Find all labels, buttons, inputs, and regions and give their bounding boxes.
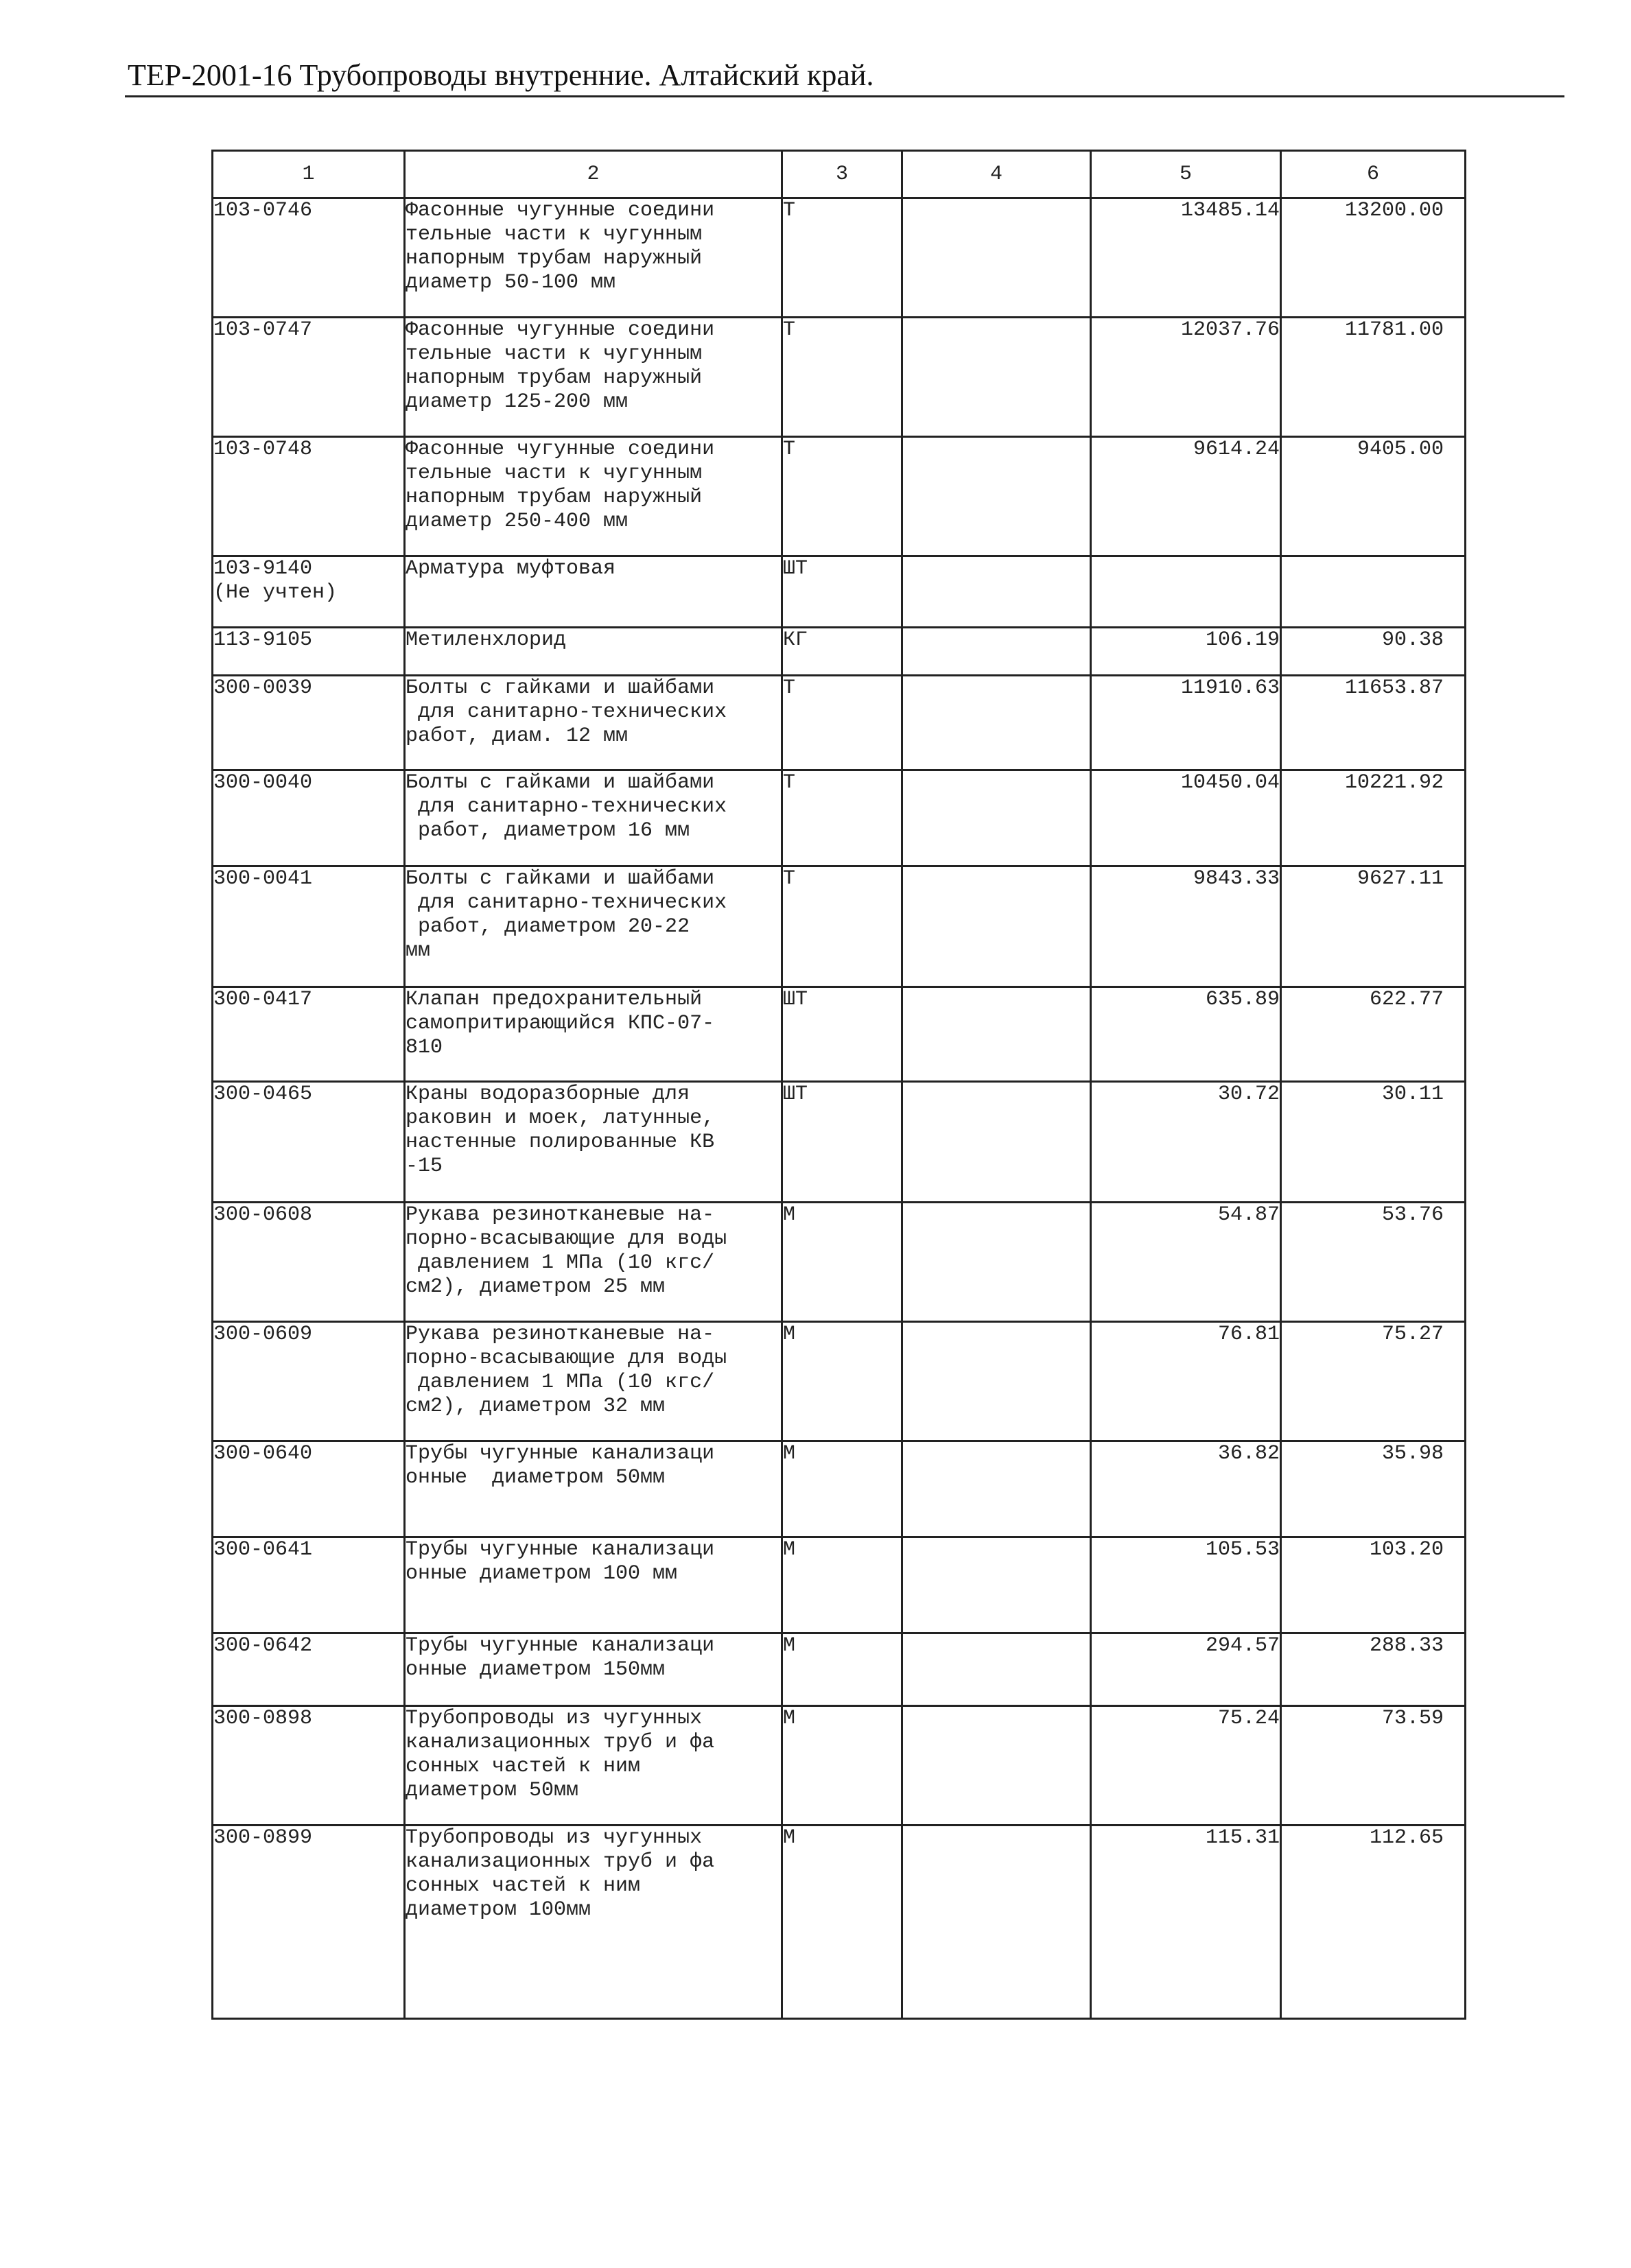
cell-price-5: 30.72 xyxy=(1091,1082,1281,1203)
table-row xyxy=(213,770,1466,866)
cell-price-6: 112.65 xyxy=(1281,1826,1466,2019)
cell-col4 xyxy=(902,1082,1091,1203)
cell-code xyxy=(213,1322,405,1441)
cell-price-5: 105.53 xyxy=(1091,1537,1281,1633)
column-header: 2 xyxy=(405,151,782,198)
table-row xyxy=(213,1706,1466,1826)
cell-name xyxy=(405,770,782,866)
table-row xyxy=(213,1322,1466,1441)
cell-unit: ШТ xyxy=(782,556,902,628)
cell-unit: Т xyxy=(782,318,902,437)
cell-name xyxy=(405,437,782,556)
cell-unit: М xyxy=(782,1706,902,1826)
table-header-row xyxy=(213,151,1466,198)
name-line: тельные части к чугунным xyxy=(406,462,703,485)
cell-name xyxy=(405,1633,782,1706)
table-row xyxy=(213,198,1466,318)
code-line: 103-9140 xyxy=(213,557,313,580)
cell-code xyxy=(213,198,405,318)
cell-code xyxy=(213,437,405,556)
name-line: Болты с гайками и шайбами xyxy=(406,676,715,700)
column-header: 6 xyxy=(1281,151,1466,198)
cell-col4 xyxy=(902,318,1091,437)
code-line: 300-0609 xyxy=(213,1323,313,1346)
cell-code xyxy=(213,1082,405,1203)
code-line: 300-0898 xyxy=(213,1707,313,1730)
cell-price-5: 635.89 xyxy=(1091,987,1281,1082)
cell-code xyxy=(213,318,405,437)
cell-price-6: 73.59 xyxy=(1281,1706,1466,1826)
name-line: для санитарно-технических xyxy=(406,891,727,914)
cell-unit: М xyxy=(782,1826,902,2019)
code-line: 300-0899 xyxy=(213,1826,313,1850)
cell-price-6: 103.20 xyxy=(1281,1537,1466,1633)
cell-price-6: 11653.87 xyxy=(1281,676,1466,770)
cell-price-6 xyxy=(1281,556,1466,628)
cell-col4 xyxy=(902,1537,1091,1633)
name-line: тельные части к чугунным xyxy=(406,342,703,366)
cell-name xyxy=(405,676,782,770)
code-line: 103-0747 xyxy=(213,318,313,342)
page-header-title: ТЕР-2001-16 Трубопроводы внутренние. Алтайский край. xyxy=(128,58,874,92)
cell-unit: Т xyxy=(782,866,902,987)
column-header: 4 xyxy=(902,151,1091,198)
cell-price-5: 10450.04 xyxy=(1091,770,1281,866)
cell-price-5: 36.82 xyxy=(1091,1441,1281,1537)
code-line: 300-0417 xyxy=(213,988,313,1011)
code-line: (Не учтен) xyxy=(213,581,338,604)
name-line: Фасонные чугунные соедини xyxy=(406,438,715,461)
code-line: 113-9105 xyxy=(213,628,313,652)
cell-unit: М xyxy=(782,1322,902,1441)
name-line: диаметр 50-100 мм xyxy=(406,271,616,294)
name-line: для санитарно-технических xyxy=(406,700,727,724)
cell-code xyxy=(213,1203,405,1322)
cell-code xyxy=(213,628,405,676)
name-line: Трубопроводы из чугунных xyxy=(406,1707,703,1730)
cell-unit: Т xyxy=(782,770,902,866)
cell-price-6: 75.27 xyxy=(1281,1322,1466,1441)
cell-price-6: 622.77 xyxy=(1281,987,1466,1082)
name-line: канализационных труб и фа xyxy=(406,1850,715,1874)
code-line: 300-0608 xyxy=(213,1203,313,1227)
cell-col4 xyxy=(902,556,1091,628)
name-line: порно-всасывающие для воды xyxy=(406,1347,727,1370)
name-line: мм xyxy=(406,939,431,962)
cell-col4 xyxy=(902,866,1091,987)
name-line: сонных частей к ним xyxy=(406,1755,641,1778)
table-row xyxy=(213,1826,1466,2019)
name-line: раковин и моек, латунные, xyxy=(406,1107,715,1130)
cell-code xyxy=(213,1441,405,1537)
name-line: Болты с гайками и шайбами xyxy=(406,771,715,794)
cell-price-6: 11781.00 xyxy=(1281,318,1466,437)
name-line: Клапан предохранительный xyxy=(406,988,703,1011)
cell-price-6: 9627.11 xyxy=(1281,866,1466,987)
cell-unit: Т xyxy=(782,198,902,318)
code-line: 300-0040 xyxy=(213,771,313,794)
name-line: Рукава резинотканевые на- xyxy=(406,1323,715,1346)
table-row xyxy=(213,1441,1466,1537)
column-header: 5 xyxy=(1091,151,1281,198)
name-line: Трубы чугунные канализаци xyxy=(406,1634,715,1657)
name-line: сонных частей к ним xyxy=(406,1874,641,1898)
name-line: напорным трубам наружный xyxy=(406,486,703,509)
cell-price-5: 294.57 xyxy=(1091,1633,1281,1706)
cell-code xyxy=(213,1826,405,2019)
cell-price-5: 12037.76 xyxy=(1091,318,1281,437)
cell-unit: М xyxy=(782,1633,902,1706)
name-line: Трубопроводы из чугунных xyxy=(406,1826,703,1850)
cell-col4 xyxy=(902,437,1091,556)
cell-code xyxy=(213,1633,405,1706)
name-line: -15 xyxy=(406,1155,443,1178)
cell-price-5: 115.31 xyxy=(1091,1826,1281,2019)
name-line: работ, диаметром 16 мм xyxy=(406,819,690,842)
name-line: давлением 1 МПа (10 кгс/ xyxy=(406,1251,715,1275)
cell-price-6: 53.76 xyxy=(1281,1203,1466,1322)
cell-name xyxy=(405,1322,782,1441)
cell-col4 xyxy=(902,1633,1091,1706)
name-line: для санитарно-технических xyxy=(406,795,727,818)
cell-name xyxy=(405,628,782,676)
cell-name xyxy=(405,1826,782,2019)
name-line: см2), диаметром 25 мм xyxy=(406,1275,666,1299)
cell-col4 xyxy=(902,987,1091,1082)
cell-name xyxy=(405,1441,782,1537)
cell-col4 xyxy=(902,1322,1091,1441)
cell-name xyxy=(405,866,782,987)
cell-price-6: 9405.00 xyxy=(1281,437,1466,556)
name-line: онные диаметром 150мм xyxy=(406,1658,666,1681)
name-line: давлением 1 МПа (10 кгс/ xyxy=(406,1371,715,1394)
table-row xyxy=(213,676,1466,770)
name-line: порно-всасывающие для воды xyxy=(406,1227,727,1251)
code-line: 300-0642 xyxy=(213,1634,313,1657)
table-row xyxy=(213,1203,1466,1322)
table-body xyxy=(213,198,1466,2019)
code-line: 103-0748 xyxy=(213,438,313,461)
cell-col4 xyxy=(902,770,1091,866)
name-line: Метиленхлорид xyxy=(406,628,567,652)
cell-unit: ШТ xyxy=(782,1082,902,1203)
code-line: 300-0641 xyxy=(213,1538,313,1561)
cell-name xyxy=(405,556,782,628)
cell-name xyxy=(405,1082,782,1203)
table-row xyxy=(213,987,1466,1082)
name-line: Рукава резинотканевые на- xyxy=(406,1203,715,1227)
name-line: онные диаметром 100 мм xyxy=(406,1562,678,1585)
code-line: 300-0039 xyxy=(213,676,313,700)
name-line: см2), диаметром 32 мм xyxy=(406,1395,666,1418)
price-table xyxy=(211,150,1466,2020)
cell-price-5: 76.81 xyxy=(1091,1322,1281,1441)
cell-price-5: 13485.14 xyxy=(1091,198,1281,318)
name-line: самопритирающийся КПС-07- xyxy=(406,1012,715,1035)
cell-price-5: 106.19 xyxy=(1091,628,1281,676)
cell-unit: Т xyxy=(782,676,902,770)
cell-name xyxy=(405,1203,782,1322)
cell-price-6: 35.98 xyxy=(1281,1441,1466,1537)
cell-code xyxy=(213,676,405,770)
cell-col4 xyxy=(902,1826,1091,2019)
name-line: 810 xyxy=(406,1036,443,1059)
name-line: диаметр 250-400 мм xyxy=(406,510,629,533)
cell-price-6: 30.11 xyxy=(1281,1082,1466,1203)
name-line: диаметром 100мм xyxy=(406,1898,591,1922)
cell-price-5: 54.87 xyxy=(1091,1203,1281,1322)
cell-unit: М xyxy=(782,1441,902,1537)
cell-col4 xyxy=(902,1441,1091,1537)
name-line: онные диаметром 50мм xyxy=(406,1466,666,1489)
cell-price-6: 10221.92 xyxy=(1281,770,1466,866)
name-line: Арматура муфтовая xyxy=(406,557,616,580)
name-line: настенные полированные КВ xyxy=(406,1131,715,1154)
cell-code xyxy=(213,866,405,987)
cell-code xyxy=(213,770,405,866)
name-line: Трубы чугунные канализаци xyxy=(406,1442,715,1465)
name-line: Болты с гайками и шайбами xyxy=(406,867,715,890)
cell-col4 xyxy=(902,1706,1091,1826)
table-row xyxy=(213,1537,1466,1633)
name-line: напорным трубам наружный xyxy=(406,247,703,270)
cell-col4 xyxy=(902,198,1091,318)
table-row xyxy=(213,866,1466,987)
cell-col4 xyxy=(902,676,1091,770)
header-rule xyxy=(125,95,1564,97)
column-header: 1 xyxy=(213,151,405,198)
cell-col4 xyxy=(902,628,1091,676)
table-row xyxy=(213,628,1466,676)
table-row xyxy=(213,556,1466,628)
cell-price-5 xyxy=(1091,556,1281,628)
name-line: канализационных труб и фа xyxy=(406,1731,715,1754)
name-line: Фасонные чугунные соедини xyxy=(406,199,715,222)
cell-price-5: 9843.33 xyxy=(1091,866,1281,987)
name-line: Трубы чугунные канализаци xyxy=(406,1538,715,1561)
table-row xyxy=(213,318,1466,437)
cell-price-6: 90.38 xyxy=(1281,628,1466,676)
code-line: 300-0041 xyxy=(213,867,313,890)
cell-col4 xyxy=(902,1203,1091,1322)
name-line: диаметром 50мм xyxy=(406,1779,579,1802)
cell-code xyxy=(213,987,405,1082)
name-line: диаметр 125-200 мм xyxy=(406,390,629,414)
table-row xyxy=(213,1633,1466,1706)
cell-name xyxy=(405,1537,782,1633)
cell-unit: ШТ xyxy=(782,987,902,1082)
cell-code xyxy=(213,1706,405,1826)
name-line: тельные части к чугунным xyxy=(406,223,703,246)
cell-price-5: 11910.63 xyxy=(1091,676,1281,770)
cell-code xyxy=(213,1537,405,1633)
cell-price-5: 9614.24 xyxy=(1091,437,1281,556)
cell-unit: М xyxy=(782,1537,902,1633)
code-line: 300-0465 xyxy=(213,1083,313,1106)
cell-name xyxy=(405,987,782,1082)
table-row xyxy=(213,437,1466,556)
cell-price-6: 288.33 xyxy=(1281,1633,1466,1706)
cell-price-5: 75.24 xyxy=(1091,1706,1281,1826)
cell-unit: М xyxy=(782,1203,902,1322)
cell-name xyxy=(405,1706,782,1826)
name-line: Краны водоразборные для xyxy=(406,1083,690,1106)
name-line: напорным трубам наружный xyxy=(406,366,703,390)
name-line: Фасонные чугунные соедини xyxy=(406,318,715,342)
cell-name xyxy=(405,318,782,437)
name-line: работ, диаметром 20-22 xyxy=(406,915,690,938)
name-line: работ, диам. 12 мм xyxy=(406,724,629,748)
cell-unit: Т xyxy=(782,437,902,556)
code-line: 300-0640 xyxy=(213,1442,313,1465)
table-row xyxy=(213,1082,1466,1203)
cell-price-6: 13200.00 xyxy=(1281,198,1466,318)
cell-code xyxy=(213,556,405,628)
column-header: 3 xyxy=(782,151,902,198)
cell-unit: КГ xyxy=(782,628,902,676)
cell-name xyxy=(405,198,782,318)
code-line: 103-0746 xyxy=(213,199,313,222)
